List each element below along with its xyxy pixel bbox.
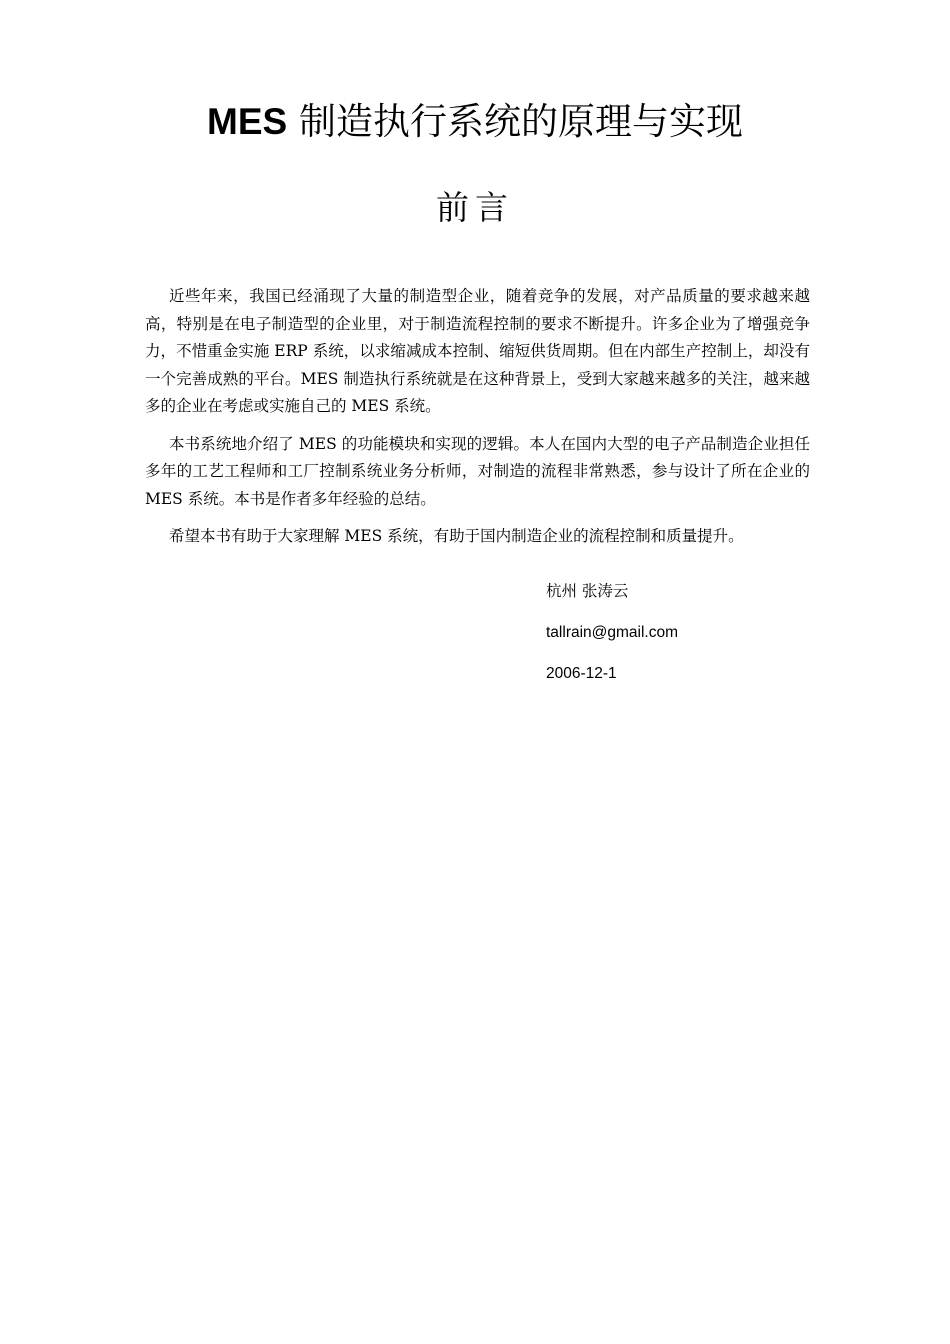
document-title	[0, 96, 950, 148]
title-chinese-part: 制造执行系统的原理与实现	[287, 100, 743, 143]
preface-body	[145, 283, 810, 561]
signature-name: 杭州 张涛云	[546, 582, 629, 600]
section-heading-preface: 前言	[436, 188, 514, 227]
title-latin-part: MES	[207, 101, 288, 142]
paragraph-1: 近些年来，我国已经涌现了大量的制造型企业，随着竞争的发展，对产品质量的要求越来越高，特别是在电子制造型的企业里，对于制造流程控制的要求不断提升。许多企业为了增强竞争力，不惜重金实施 ERP 系统，以求缩减成本控制、缩短供货周期。但在内部生产控制上，却没有一个完善成熟的平台。MES 制造执行系统就是在这种背景上，受到大家越来越多的关注，越来越多的企业在考虑或实施自己的 MES 系统。	[145, 287, 810, 415]
paragraph-2: 本书系统地介绍了 MES 的功能模块和实现的逻辑。本人在国内大型的电子产品制造企业担任多年的工艺工程师和工厂控制系统业务分析师，对制造的流程非常熟悉，参与设计了所在企业的 MES 系统。本书是作者多年经验的总结。	[145, 434, 810, 508]
signature-email: tallrain@gmail.com	[546, 624, 679, 641]
paragraph-3: 希望本书有助于大家理解 MES 系统，有助于国内制造企业的流程控制和质量提升。	[169, 527, 744, 545]
signature-date: 2006-12-1	[546, 665, 617, 682]
